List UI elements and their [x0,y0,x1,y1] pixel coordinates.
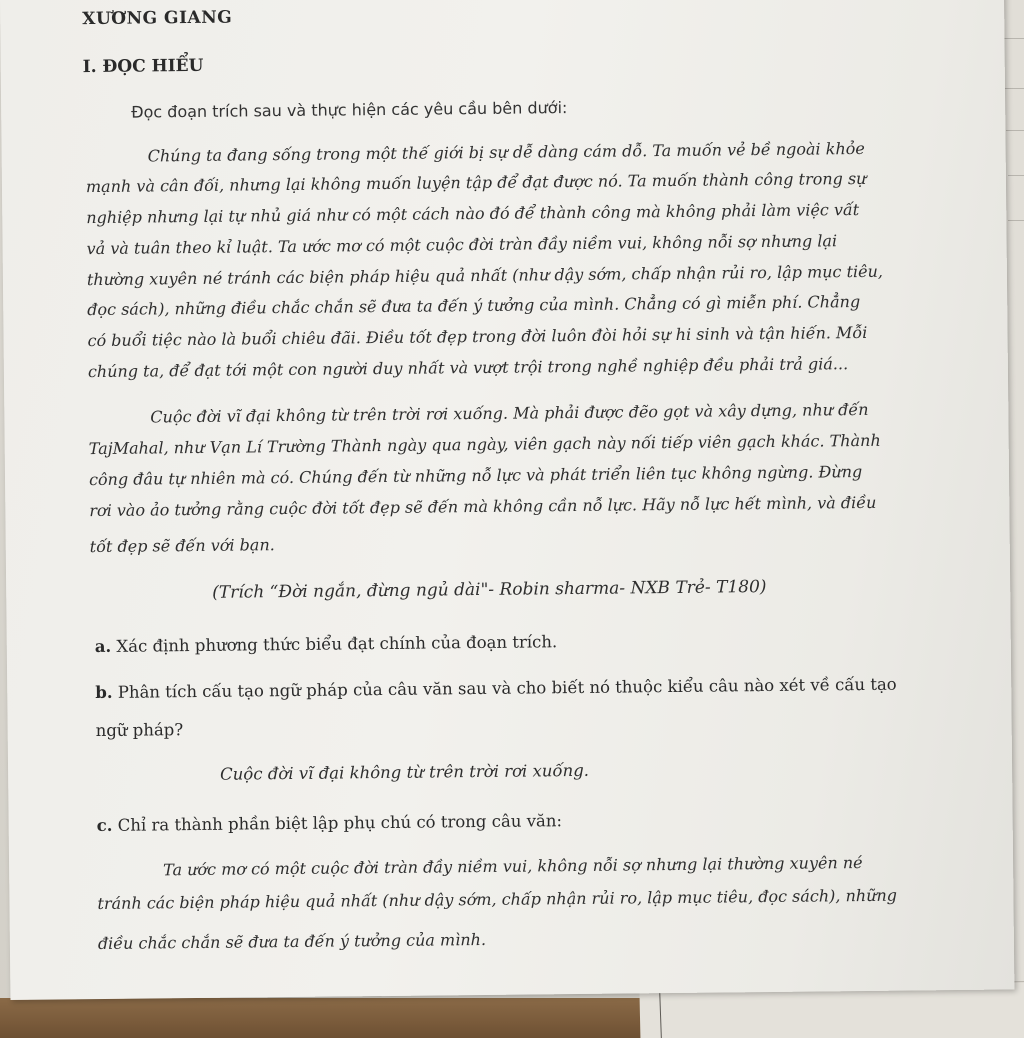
instruction-text: Đọc đoạn trích sau và thực hiện các yêu cầu bên dưới: [131,98,568,122]
question-b-continuation: ngữ pháp? [95,720,184,741]
passage-1-line: nghiệp nhưng lại tự nhủ giá như có một cách nào đó để thành công mà không phải làm việc vất [86,200,860,228]
passage-2-line: TajMahal, như Vạn Lí Trường Thành ngày qua ngày, viên gạch này nối tiếp viên gạch khác. Thành [88,430,881,459]
underlying-paper-rule [1008,175,1024,176]
question-c-quote-line: tránh các biện pháp hiệu quả nhất (như dậy sớm, chấp nhận rủi ro, lập mục tiêu, đọc sách), những [97,885,898,914]
wooden-table [0,998,700,1038]
question-c-quote-line: điều chắc chắn sẽ đưa ta đến ý tưởng của mình. [97,929,487,954]
question-b-text: Phân tích cấu tạo ngữ pháp của câu văn sau và cho biết nó thuộc kiểu câu nào xét về cấu tạo [112,674,897,702]
passage-2-line: rơi vào ảo tưởng rằng cuộc đời tốt đẹp sẽ đến mà không cần nỗ lực. Hãy nỗ lực hết mình, và điều [89,492,877,521]
passage-1-line: đọc sách), những điều chắc chắn sẽ đưa ta đến ý tưởng của mình. Chẳng có gì miễn phí. Chẳng [87,292,861,320]
underlying-paper-rule [1006,130,1024,131]
question-c-label: c. [96,815,113,836]
section-title: I. ĐỌC HIỂU [82,55,204,78]
question-b-quote: Cuộc đời vĩ đại không từ trên trời rơi xuống. [220,760,590,784]
question-b [95,675,897,702]
source-citation: (Trích “Đời ngắn, đừng ngủ dài"- Robin sharma- NXB Trẻ- T180) [212,577,767,603]
underlying-paper-rule [1004,88,1024,89]
underlying-paper-rule [1008,220,1024,221]
question-c-quote-line: Ta ước mơ có một cuộc đời tràn đầy niềm vui, không nỗi sợ nhưng lại thường xuyên né [163,853,863,880]
passage-1-line: thường xuyên né tránh các biện pháp hiệu quả nhất (như dậy sớm, chấp nhận rủi ro, lập mục tiêu, [86,261,884,290]
passage-2-line: tốt đẹp sẽ đến với bạn. [89,535,275,557]
passage-1-line: vả và tuân theo kỉ luật. Ta ước mơ có một cuộc đời tràn đầy niềm vui, không nỗi sợ nhưng lại [86,231,838,259]
question-c-text: Chỉ ra thành phần biệt lập phụ chú có trong câu văn: [112,811,563,835]
question-b-label: b. [95,682,113,703]
question-a-label: a. [94,636,112,657]
passage-1-line: Chúng ta đang sống trong một thế giới bị sự dễ dàng cám dỗ. Ta muốn vẻ bề ngoài khỏe [147,138,865,166]
passage-1-line: mạnh và cân đối, nhưng lại không muốn luyện tập để đạt được nó. Ta muốn thành công trong sự [85,168,867,197]
question-a-text: Xác định phương thức biểu đạt chính của đoạn trích. [111,632,558,656]
question-c [97,811,563,835]
passage-2-line: Cuộc đời vĩ đại không từ trên trời rơi xuống. Mà phải được đẽo gọt và xây dựng, như đến [150,399,869,427]
question-a [95,632,558,656]
school-header: XƯƠNG GIANG [82,7,233,30]
passage-1-line: chúng ta, để đạt tới một con người duy nhất và vượt trội trong nghề nghiệp đều phải trả giá... [87,354,849,382]
passage-1-line: có buổi tiệc nào là buổi chiêu đãi. Điều tốt đẹp trong đời luôn đòi hỏi sự hi sinh và tận hiến. Mỗi [87,322,868,351]
passage-2-line: công đâu tự nhiên mà có. Chúng đến từ những nỗ lực và phát triển liên tục không ngừng. Đừng [88,461,863,490]
